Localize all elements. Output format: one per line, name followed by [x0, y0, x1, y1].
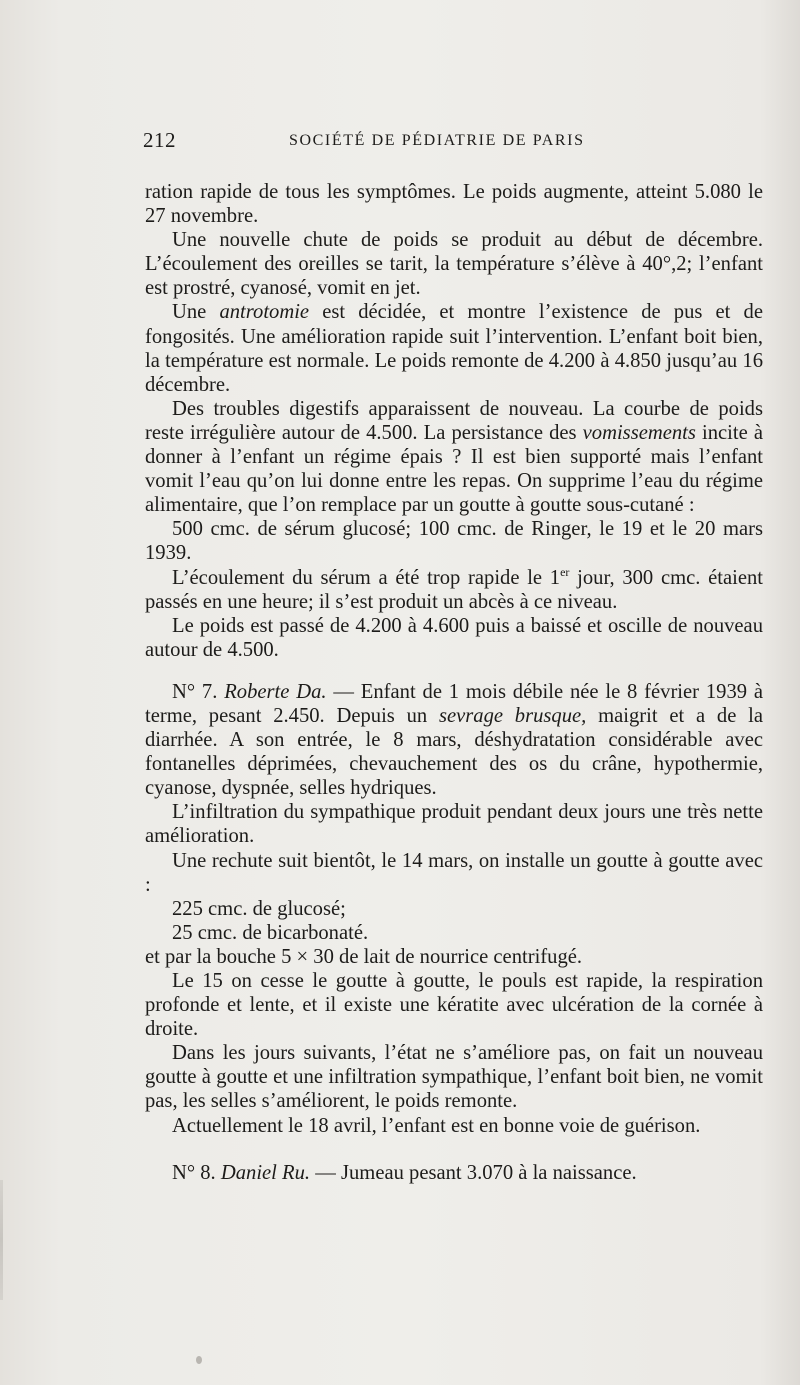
paper-speck: [196, 1356, 202, 1364]
case-paragraph: N° 8. Daniel Ru. — Jumeau pesant 3.070 à la naissance.: [172, 1161, 637, 1184]
paragraph: Actuellement le 18 avril, l’enfant est en bonne voie de guérison.: [172, 1114, 701, 1137]
paragraph: Le 15 on cesse le goutte à goutte, le pouls est rapide, la respiration profonde et lente, et il existe une kératite avec ulcération de la cornée à droite.: [145, 970, 763, 1041]
page-header: [143, 128, 613, 158]
patient-name: Daniel Ru.: [220, 1161, 311, 1184]
paragraph: ration rapide de tous les symptômes. Le poids augmente, atteint 5.080 le 27 novembre.: [145, 181, 763, 228]
paragraph: 225 cmc. de glucosé;: [172, 897, 346, 920]
superscript: er: [560, 564, 570, 579]
paragraph: 500 cmc. de sérum glucosé; 100 cmc. de Ringer, le 19 et le 20 mars 1939.: [145, 518, 763, 565]
paragraph: Une antrotomie est décidée, et montre l’existence de pus et de fongosités. Une amélioration rapide suit l’intervention. L’enfant boit bien, la température est normale. Le poids remonte de 4.200 à 4.850 jusqu’au 16 décembre.: [145, 301, 763, 396]
paragraph: et par la bouche 5 × 30 de lait de nourrice centrifugé.: [145, 945, 583, 968]
page-edge-shadow: [0, 1180, 3, 1300]
page-number: 212: [143, 128, 176, 152]
paragraph: 25 cmc. de bicarbonaté.: [172, 921, 369, 944]
paragraph: L’infiltration du sympathique produit pendant deux jours une très nette amélioration.: [145, 801, 763, 848]
italic-term: antrotomie: [219, 301, 310, 324]
italic-term: vomissements: [582, 421, 696, 444]
paragraph: Le poids est passé de 4.200 à 4.600 puis a baissé et oscille de nouveau autour de 4.500.: [145, 614, 763, 661]
paragraph: Dans les jours suivants, l’état ne s’améliore pas, on fait un nouveau goutte à goutte et une infiltration sympathique, l’enfant boit bien, ne vomit pas, les selles s’améliorent, le poids remonte.: [145, 1042, 763, 1113]
paragraph: L’écoulement du sérum a été trop rapide le 1er jour, 300 cmc. étaient passés en une heure; il s’est produit un abcès à ce niveau.: [145, 564, 764, 613]
paragraph: Une rechute suit bientôt, le 14 mars, on installe un goutte à goutte avec :: [145, 849, 763, 896]
italic-term: sevrage brusque,: [438, 704, 587, 727]
running-title: SOCIÉTÉ DE PÉDIATRIE DE PARIS: [289, 132, 585, 149]
paragraph: Des troubles digestifs apparaissent de nouveau. La courbe de poids reste irrégulière autour de 4.500. La persistance des vomissements incite à donner à l’enfant un régime épais ? Il est bien supporté mais l’enfant vomit l’eau qu’on lui donne entre les repas. On supprime l’eau du régime alimentaire, que l’on remplace par un goutte à goutte sous-cutané :: [145, 397, 763, 517]
body-text: [145, 180, 763, 1185]
paragraph: Une nouvelle chute de poids se produit au début de décembre. L’écoulement des oreilles se tarit, la température s’élève à 40°,2; l’enfant est prostré, cyanosé, vomit en jet.: [145, 229, 763, 300]
case-paragraph: N° 7. Roberte Da. — Enfant de 1 mois débile née le 8 février 1939 à terme, pesant 2.450. Depuis un sevrage brusque, maigrit et a de la diarrhée. A son entrée, le 8 mars, déshydratation considérable avec fontanelles déprimées, chevauchement des os du crâne, hypothermie, cyanose, dyspnée, selles hydriques.: [145, 680, 764, 800]
patient-name: Roberte Da.: [224, 680, 327, 703]
